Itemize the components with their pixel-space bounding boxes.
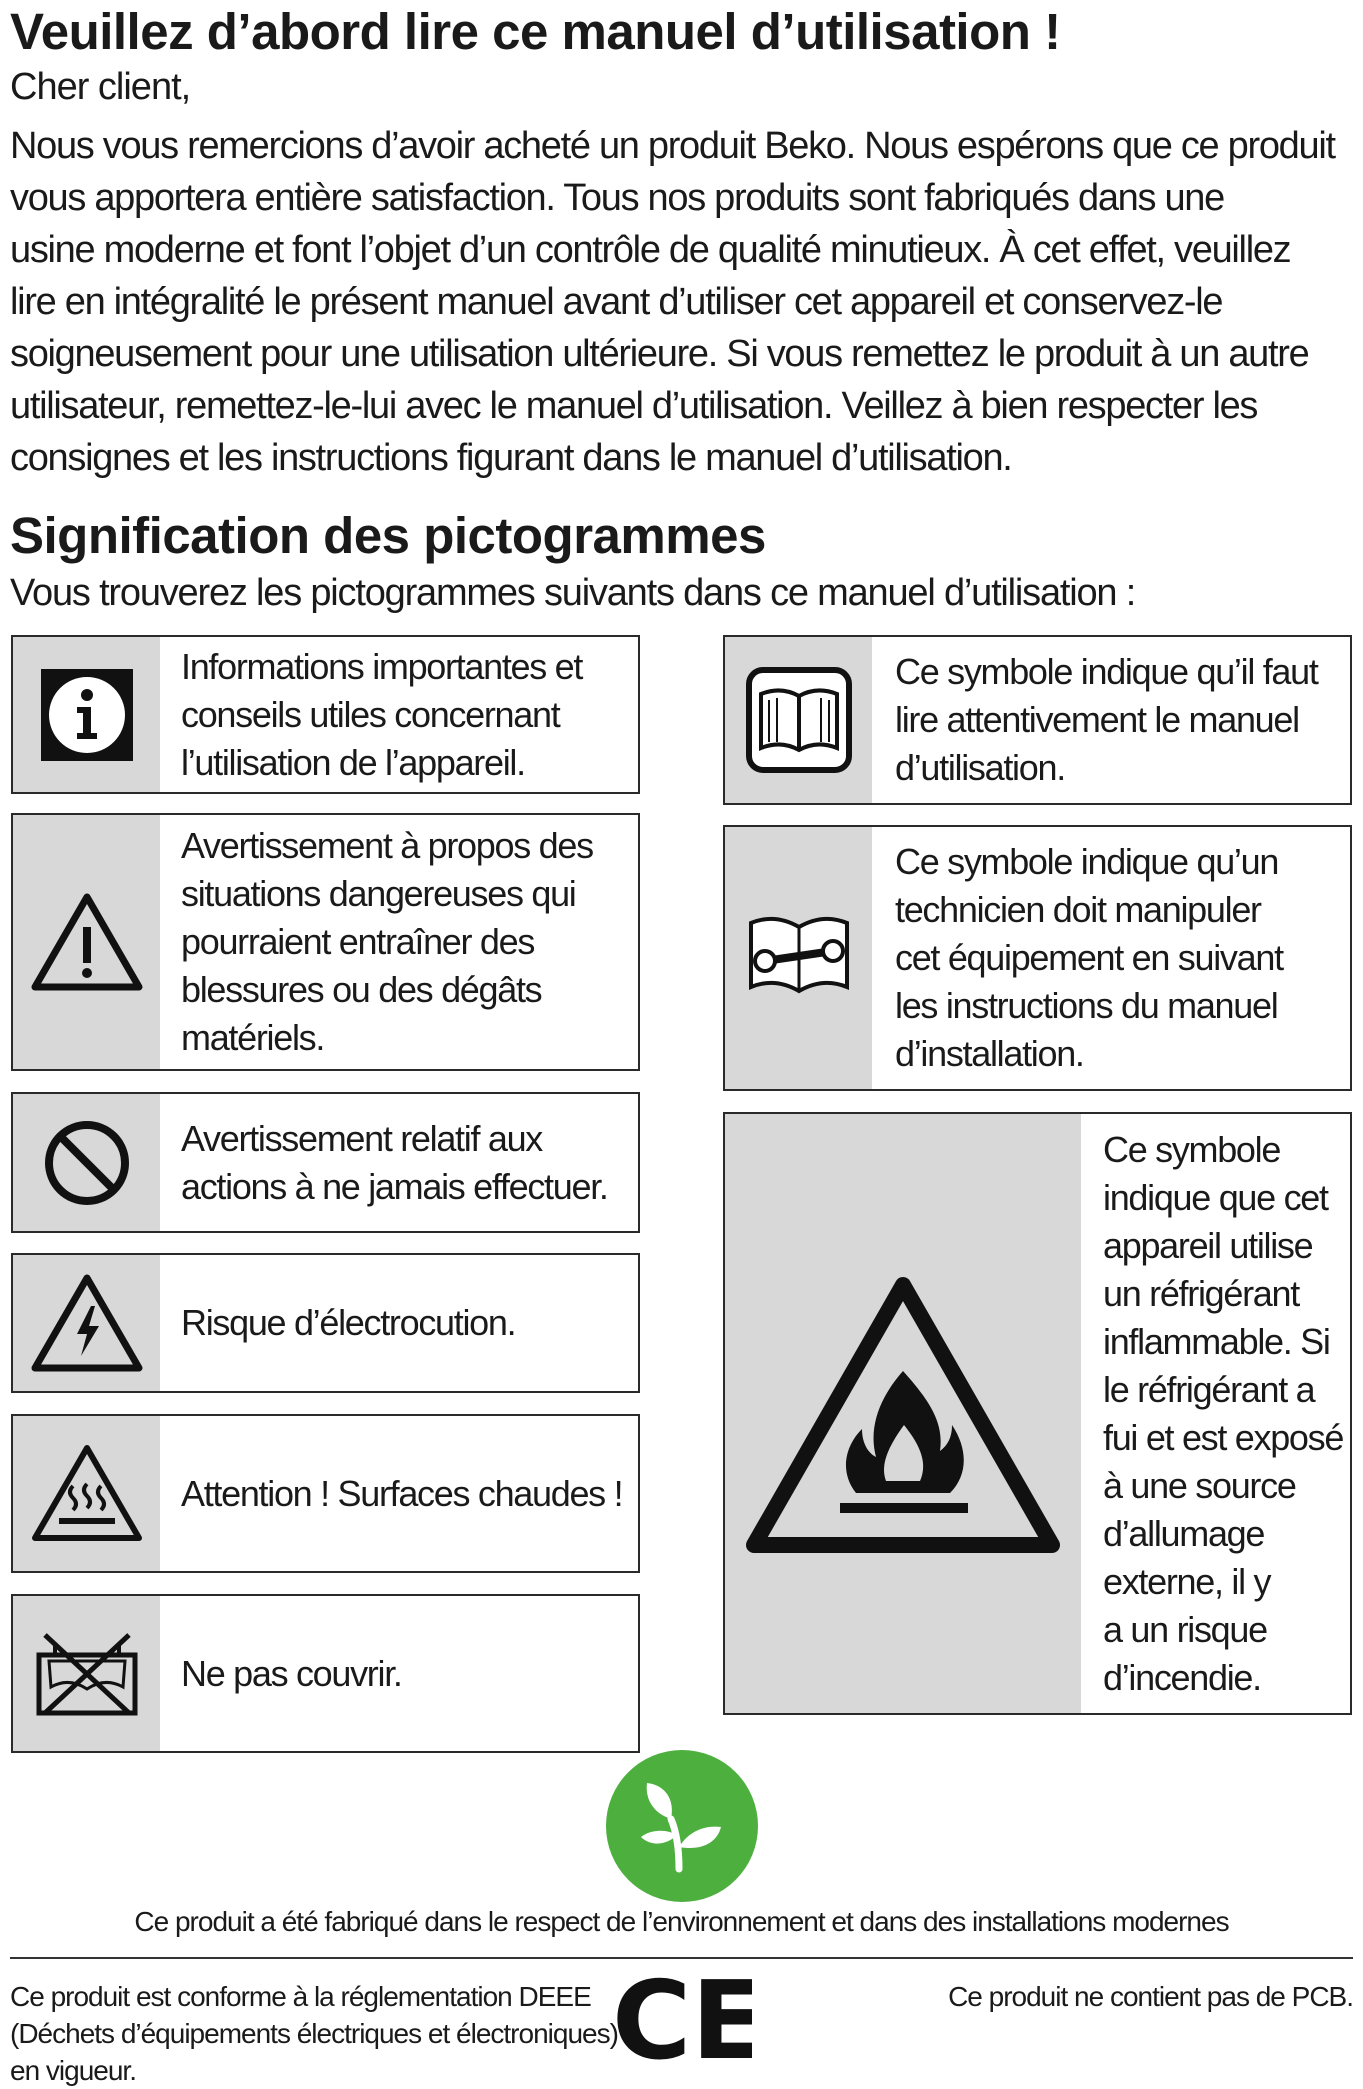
pictogram-text: indique que cet bbox=[1103, 1176, 1328, 1218]
pcb-statement: Ce produit ne contient pas de PCB. bbox=[948, 1981, 1353, 2012]
pictogram-text: Avertissement à propos des bbox=[181, 825, 593, 866]
do-not-cover-icon bbox=[13, 1596, 160, 1751]
pictogram-text: lire attentivement le manuel bbox=[895, 699, 1299, 740]
intro-line: consignes et les instructions figurant dans le manuel d’utilisation. bbox=[10, 437, 1012, 479]
pictogram-text: inflammable. Si bbox=[1103, 1320, 1330, 1362]
service-manual-icon bbox=[725, 827, 872, 1089]
pictogram-text: conseils utiles concernant bbox=[181, 693, 560, 735]
pictogram-text: un réfrigérant bbox=[1103, 1272, 1299, 1314]
prohibited-icon bbox=[13, 1094, 160, 1231]
intro-line: vous apportera entière satisfaction. Tous nos produits sont fabriqués dans une bbox=[10, 177, 1224, 219]
deee-line: Ce produit est conforme à la réglementation DEEE bbox=[10, 1981, 591, 2012]
intro-line: utilisateur, remettez-le-lui avec le manuel d’utilisation. Veillez à bien respecter les bbox=[10, 385, 1258, 427]
warning-triangle-icon bbox=[13, 815, 160, 1069]
eco-statement: Ce produit a été fabriqué dans le respect de l’environnement et dans des installations modernes bbox=[134, 1906, 1229, 1937]
pictogram-warning bbox=[11, 813, 640, 1071]
electric-shock-icon bbox=[13, 1255, 160, 1391]
pictogram-text: matériels. bbox=[181, 1017, 325, 1058]
read-manual-icon bbox=[725, 637, 872, 803]
pictogram-text: l’utilisation de l’appareil. bbox=[181, 741, 525, 783]
pictogram-text: Informations importantes et bbox=[181, 645, 583, 687]
pictogram-hot bbox=[11, 1414, 640, 1573]
pictogram-text: externe, il y bbox=[1103, 1560, 1271, 1602]
pictogram-text: blessures ou des dégâts bbox=[181, 969, 542, 1010]
pictogram-text: appareil utilise bbox=[1103, 1224, 1313, 1266]
pictogram-text: d’utilisation. bbox=[895, 747, 1065, 788]
pictogram-text: cet équipement en suivant bbox=[895, 937, 1283, 978]
pictogram-text: actions à ne jamais effectuer. bbox=[181, 1165, 608, 1207]
leaf-icon bbox=[606, 1750, 758, 1902]
pictogram-text: a un risque bbox=[1103, 1608, 1267, 1650]
pictogram-text: pourraient entraîner des bbox=[181, 921, 535, 962]
pictogram-text: Ne pas couvrir. bbox=[181, 1652, 402, 1694]
pictogram-text: Ce symbole indique qu’il faut bbox=[895, 651, 1318, 692]
divider bbox=[10, 1957, 1353, 1959]
pictogram-info bbox=[11, 635, 640, 794]
pictogram-prohibited bbox=[11, 1092, 640, 1233]
pictogram-text: d’installation. bbox=[895, 1033, 1084, 1074]
pictogram-service-manual bbox=[723, 825, 1352, 1091]
intro-line: usine moderne et font l’objet d’un contrôle de qualité minutieux. À cet effet, veuillez bbox=[10, 229, 1291, 271]
pictogram-text: à une source bbox=[1103, 1464, 1296, 1506]
pictogram-text: fui et est exposé bbox=[1103, 1416, 1344, 1458]
section-title: Signification des pictogrammes bbox=[10, 507, 766, 564]
pictogram-text: Avertissement relatif aux bbox=[181, 1117, 543, 1159]
deee-line: en vigueur. bbox=[10, 2055, 136, 2086]
pictogram-text: Ce symbole bbox=[1103, 1128, 1281, 1170]
deee-statement bbox=[10, 1978, 618, 2089]
intro-line: soigneusement pour une utilisation ultérieure. Si vous remettez le produit à un autre bbox=[10, 333, 1309, 375]
intro-line: lire en intégralité le présent manuel avant d’utiliser cet appareil et conservez-le bbox=[10, 281, 1223, 323]
pictogram-text: situations dangereuses qui bbox=[181, 873, 576, 914]
pictogram-cover bbox=[11, 1594, 640, 1753]
pictogram-text: Attention ! Surfaces chaudes ! bbox=[181, 1472, 623, 1514]
pictogram-text: technicien doit manipuler bbox=[895, 889, 1261, 930]
pictogram-text: le réfrigérant a bbox=[1103, 1368, 1315, 1410]
pictogram-text: Ce symbole indique qu’un bbox=[895, 841, 1279, 882]
section-intro: Vous trouverez les pictogrammes suivants dans ce manuel d’utilisation : bbox=[10, 572, 1136, 614]
deee-line: (Déchets d’équipements électriques et électroniques) bbox=[10, 2018, 618, 2049]
pictogram-text: Risque d’électrocution. bbox=[181, 1302, 516, 1343]
hot-surface-icon bbox=[13, 1416, 160, 1571]
pictogram-flammable bbox=[723, 1112, 1352, 1715]
pictogram-read-manual bbox=[723, 635, 1352, 805]
page-title: Veuillez d’abord lire ce manuel d’utilisation ! bbox=[10, 3, 1061, 60]
greeting: Cher client, bbox=[10, 66, 191, 108]
pictogram-electric bbox=[11, 1253, 640, 1393]
ce-mark-icon bbox=[612, 1968, 752, 2073]
flammable-icon bbox=[725, 1114, 1081, 1713]
intro-line: Nous vous remercions d’avoir acheté un produit Beko. Nous espérons que ce produit bbox=[10, 125, 1335, 167]
ce-mark-text: CE bbox=[612, 1968, 752, 2068]
pictogram-text: les instructions du manuel bbox=[895, 985, 1278, 1026]
info-icon bbox=[13, 637, 160, 792]
pictogram-text: d’allumage bbox=[1103, 1512, 1265, 1554]
intro-paragraph bbox=[10, 120, 1355, 484]
pictogram-text: d’incendie. bbox=[1103, 1656, 1261, 1698]
